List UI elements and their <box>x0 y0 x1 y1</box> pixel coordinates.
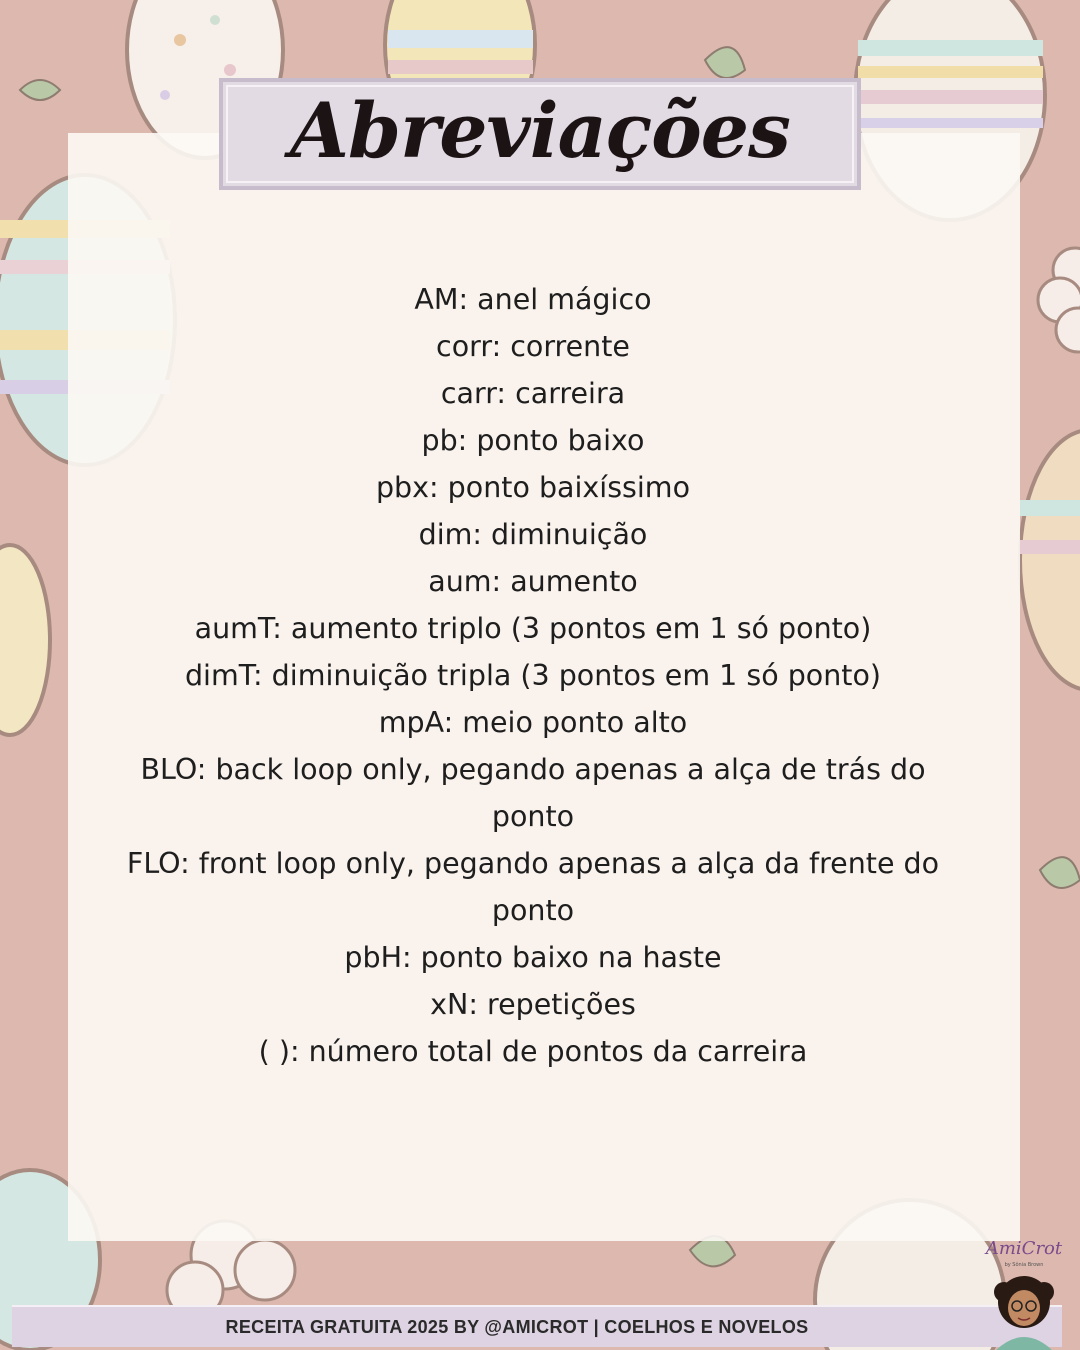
footer-bar <box>12 1305 1062 1347</box>
abbreviation-list <box>100 276 966 1075</box>
logo-brand: AmiCrot <box>985 1238 1063 1259</box>
list-item: dimT: diminuição tripla (3 pontos em 1 só ponto) <box>184 659 882 692</box>
logo-subtitle: by Sônia Brown <box>1004 1262 1044 1268</box>
amicrot-logo <box>974 1232 1074 1350</box>
list-item: pbx: ponto baixíssimo <box>375 471 691 504</box>
list-item: xN: repetições <box>430 988 636 1021</box>
list-item: BLO: back loop only, pegando apenas a alça de trás do ponto <box>140 753 926 833</box>
list-item: dim: diminuição <box>418 518 648 551</box>
list-item: mpA: meio ponto alto <box>378 706 688 739</box>
footer-text: RECEITA GRATUITA 2025 BY @AMICROT | COELHOS E NOVELOS <box>225 1316 809 1337</box>
list-item: aum: aumento <box>428 565 638 598</box>
title-banner <box>219 78 861 190</box>
list-item: aumT: aumento triplo (3 pontos em 1 só ponto) <box>194 612 872 645</box>
list-item: ( ): número total de pontos da carreira <box>258 1035 808 1068</box>
list-item: corr: corrente <box>436 330 630 363</box>
list-item: carr: carreira <box>440 377 626 410</box>
list-item: FLO: front loop only, pegando apenas a alça da frente do ponto <box>126 847 940 927</box>
list-item: pbH: ponto baixo na haste <box>344 941 722 974</box>
list-item: pb: ponto baixo <box>421 424 645 457</box>
page-title: Abreviações <box>290 86 790 175</box>
list-item: AM: anel mágico <box>414 283 652 316</box>
